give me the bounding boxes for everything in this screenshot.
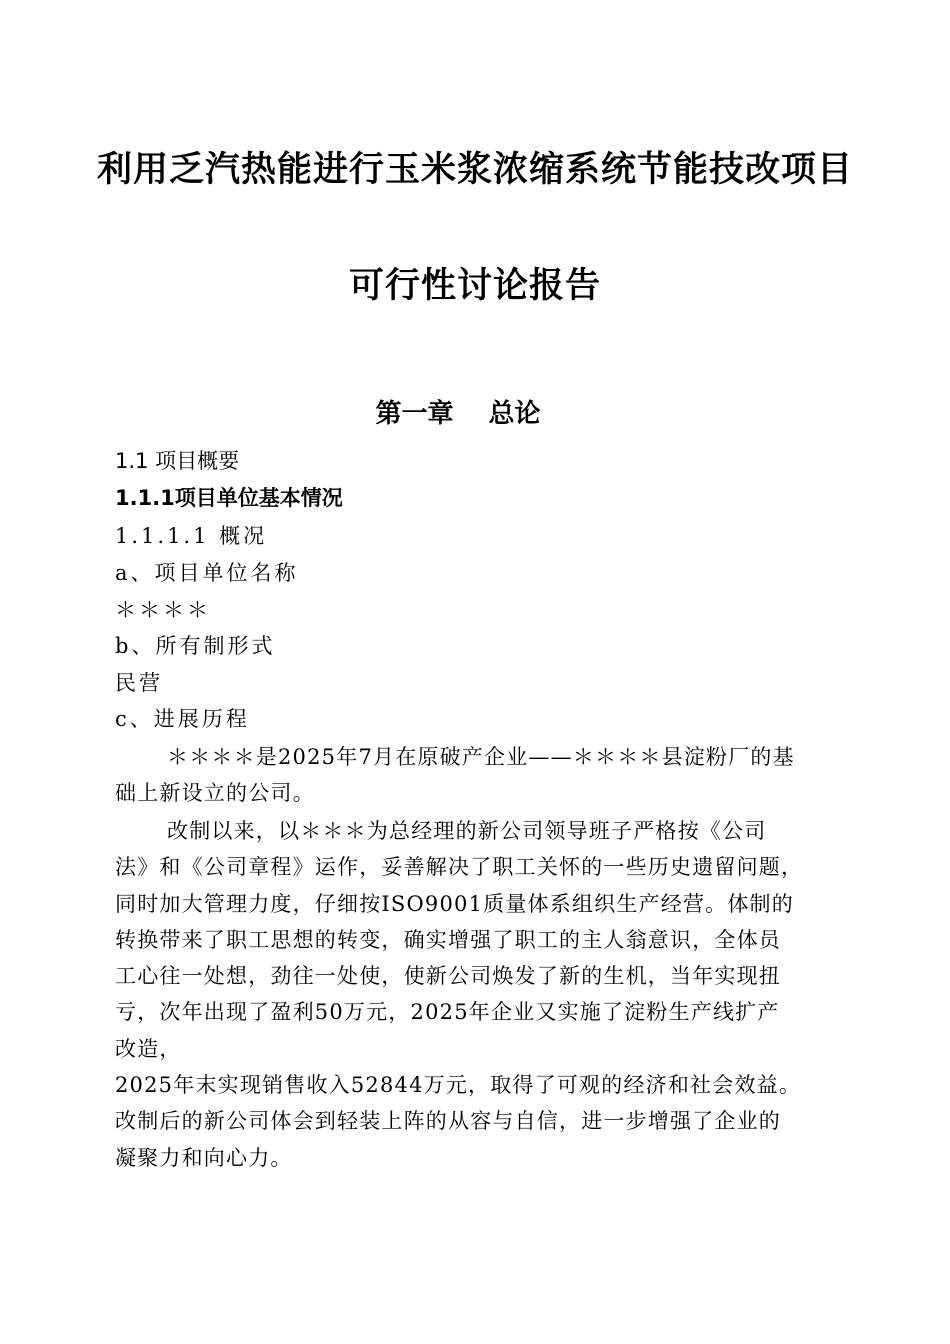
- item-b-value: 民营: [115, 671, 163, 695]
- section-heading-1-1-1: 1.1.1项目单位基本情况: [115, 486, 343, 510]
- document-title-line-1: 利用乏汽热能进行玉米浆浓缩系统节能技改项目: [96, 150, 853, 190]
- paragraph-line: 凝聚力和向心力。: [115, 1145, 293, 1170]
- item-a-value: ＊＊＊＊: [115, 598, 211, 622]
- paragraph-line: ＊＊＊＊是2025年7月在原破产企业——＊＊＊＊县淀粉厂的基: [167, 745, 795, 769]
- paragraph-line: 2025年末实现销售收入52844万元，取得了可观的经济和社会效益。: [115, 1073, 802, 1098]
- paragraph-line: 改造，: [115, 1036, 182, 1061]
- item-b-label: b、所有制形式: [115, 634, 276, 658]
- paragraph-history-1: [115, 739, 837, 812]
- paragraph-line: 础上新设立的公司。: [115, 781, 315, 806]
- paragraph-line: 改制以来，以＊＊＊为总经理的新公司领导班子严格按《公司: [167, 819, 767, 843]
- paragraph-line: 转换带来了职工思想的转变，确实增强了职工的主人翁意识，全体员: [115, 927, 781, 952]
- document-title-line-2: 可行性讨论报告: [348, 266, 601, 306]
- paragraph-line: 同时加大管理力度，仔细按ISO9001质量体系组织生产经营。体制的: [115, 891, 794, 916]
- paragraph-history-2: [115, 813, 837, 1176]
- section-heading-1-1: 1.1 项目概要: [115, 449, 240, 473]
- paragraph-line: 法》和《公司章程》运作，妥善解决了职工关怀的一些历史遗留问题，: [115, 855, 804, 880]
- section-heading-1-1-1-1: 1.1.1.1 概况: [115, 524, 268, 548]
- item-a-label: a、项目单位名称: [115, 561, 299, 585]
- paragraph-line: 改制后的新公司体会到轻装上阵的从容与自信，进一步增强了企业的: [115, 1109, 781, 1134]
- item-c-label: c、进展历程: [115, 707, 250, 731]
- chapter-heading: 第一章 总论: [375, 399, 541, 429]
- paragraph-line: 工心往一处想，劲往一处使，使新公司焕发了新的生机，当年实现扭: [115, 964, 781, 989]
- paragraph-line: 亏，次年出现了盈利50万元，2025年企业又实施了淀粉生产线扩产: [115, 1000, 780, 1025]
